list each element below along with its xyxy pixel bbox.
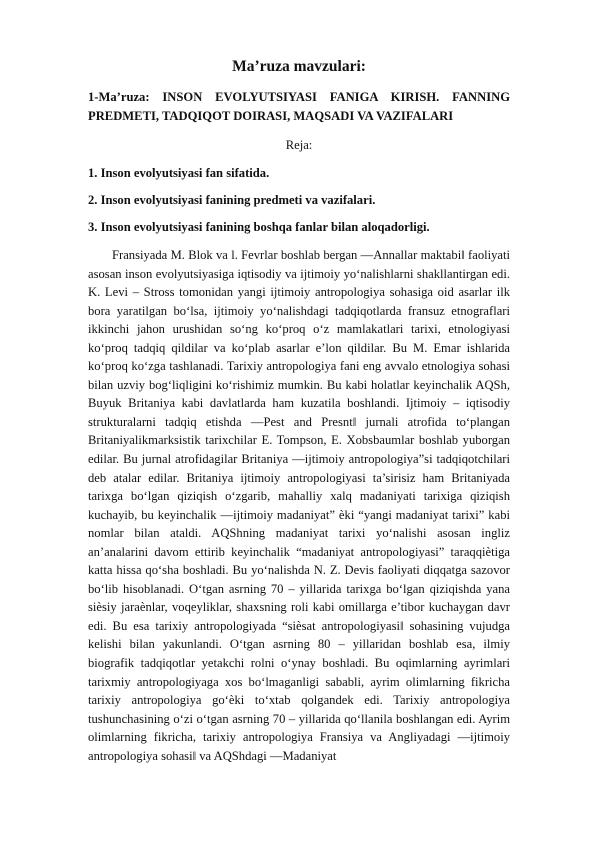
plan-label: Reja: xyxy=(285,138,313,152)
document-page xyxy=(88,58,510,765)
plan-item: 3. Inson evolyutsiyasi fanining boshqa fanlar bilan aloqadorligi. xyxy=(88,220,430,234)
plan-item: 2. Inson evolyutsiyasi fanining predmeti va vazifalari. xyxy=(88,193,376,207)
plan-item: 1. Inson evolyutsiyasi fan sifatida. xyxy=(88,166,270,180)
page-title: Ma’ruza mavzulari: xyxy=(232,58,366,75)
lecture-heading: 1-Ma’ruza: INSON EVOLYUTSIYASI FANIGA KIRISH. FANNING PREDMETI, TADQIQOT DOIRASI, MAQSADI VA VAZIFALARI xyxy=(88,90,510,123)
body-paragraph: Fransiyada M. Blok va l. Fevrlar boshlab bergan ―Annallar maktabi‖ faoliyati asosan inson evolyutsiyasiga iqtisodiy va ijtimoiy yo‘nalishlarni shakllantirgan edi. K. Levi – Stross tomonidan yangi ijtimoiy antropologiya sohasiga oid asarlar ilk bora yaratilgan bo‘lsa, ijtimoiy yo‘nalishdagi tadqiqotlarda fransuz etnograflari ikkinchi jahon urushidan so‘ng ko‘proq o‘z mamlakatlari tarixi, etnologiyasi ko‘proq tadqiq qildilar va ko‘plab asarlar e’lon qildilar. Bu M. Emar ishlarida ko‘proq ko‘zga tashlanadi. Tarixiy antropologiya fani eng avvalo etnologiya sohasi bilan uzviy bog‘liqligini ko‘rishimiz mumkin. Bu kabi holatlar keyinchalik AQSh, Buyuk Britaniya kabi davlatlarda ham kuzatila boshlandi. Ijtimoiy – iqtisodiy strukturalarni tadqiq etishda ―Pest and Presnt‖ jurnali atrofida to‘plangan Britaniyalikmarksistik tarixchilar E. Tompson, E. Xobsbaumlar boshlab yuborgan edilar. Bu jurnal atrofidagilar Britaniya ―ijtimoiy antropologiya”si tadqiqotchilari deb atalar edilar. Britaniya ijtimoiy antropologiyasi ta’sirisiz ham Britaniyada tarixga bo‘lgan qiziqish o‘zgarib, mahalliy xalq madaniyati tarixiga qiziqish kuchayib, bu keyinchalik ―ijtimoiy madaniyat” ѐki “yangi madaniyat tarixi” kabi nomlar bilan ataldi. AQShning madaniyat tarixi yo‘nalishi asosan ingliz an’analarini davom ettirib keyinchalik “madaniyat antropologiyasi” taraqqiѐtiga katta hissa qo‘sha boshladi. Bu yo‘nalishda N. Z. Devis faoliyati diqqatga sazovor bo‘lib hisoblanadi. O‘tgan asrning 70 – yillarida tarixga bo‘lgan qiziqishda yana siѐsiy jaraѐnlar, voqeyliklar, shaxsning roli kabi omillarga e’tibor kuchaygan davr edi. Bu esa tarixiy antropologiyada “siѐsat antropologiyasi‖ sohasining vujudga kelishi bilan yakunlandi. O‘tgan asrning 80 – yillaridan boshlab esa, ilmiy biografik tadqiqotlar yetakchi rolni o‘ynay boshladi. Bu oqimlarning ayrimlari tarixmiy antropologiyaga xos bo‘lmaganligi sababli, ayrim olimlarning fikricha tarixiy antropologiya go‘ѐki to‘xtab qolgandek edi. Tarixiy antropologiya tushunchasining o‘zi o‘tgan asrning 70 – yillarida qo‘llanila boshlangan edi. Ayrim olimlarning fikricha, tarixiy antropologiya Fransiya va Angliyadagi ―ijtimoiy antropologiya sohasi‖ va AQShdagi ―Madaniyat xyxy=(88,248,510,763)
